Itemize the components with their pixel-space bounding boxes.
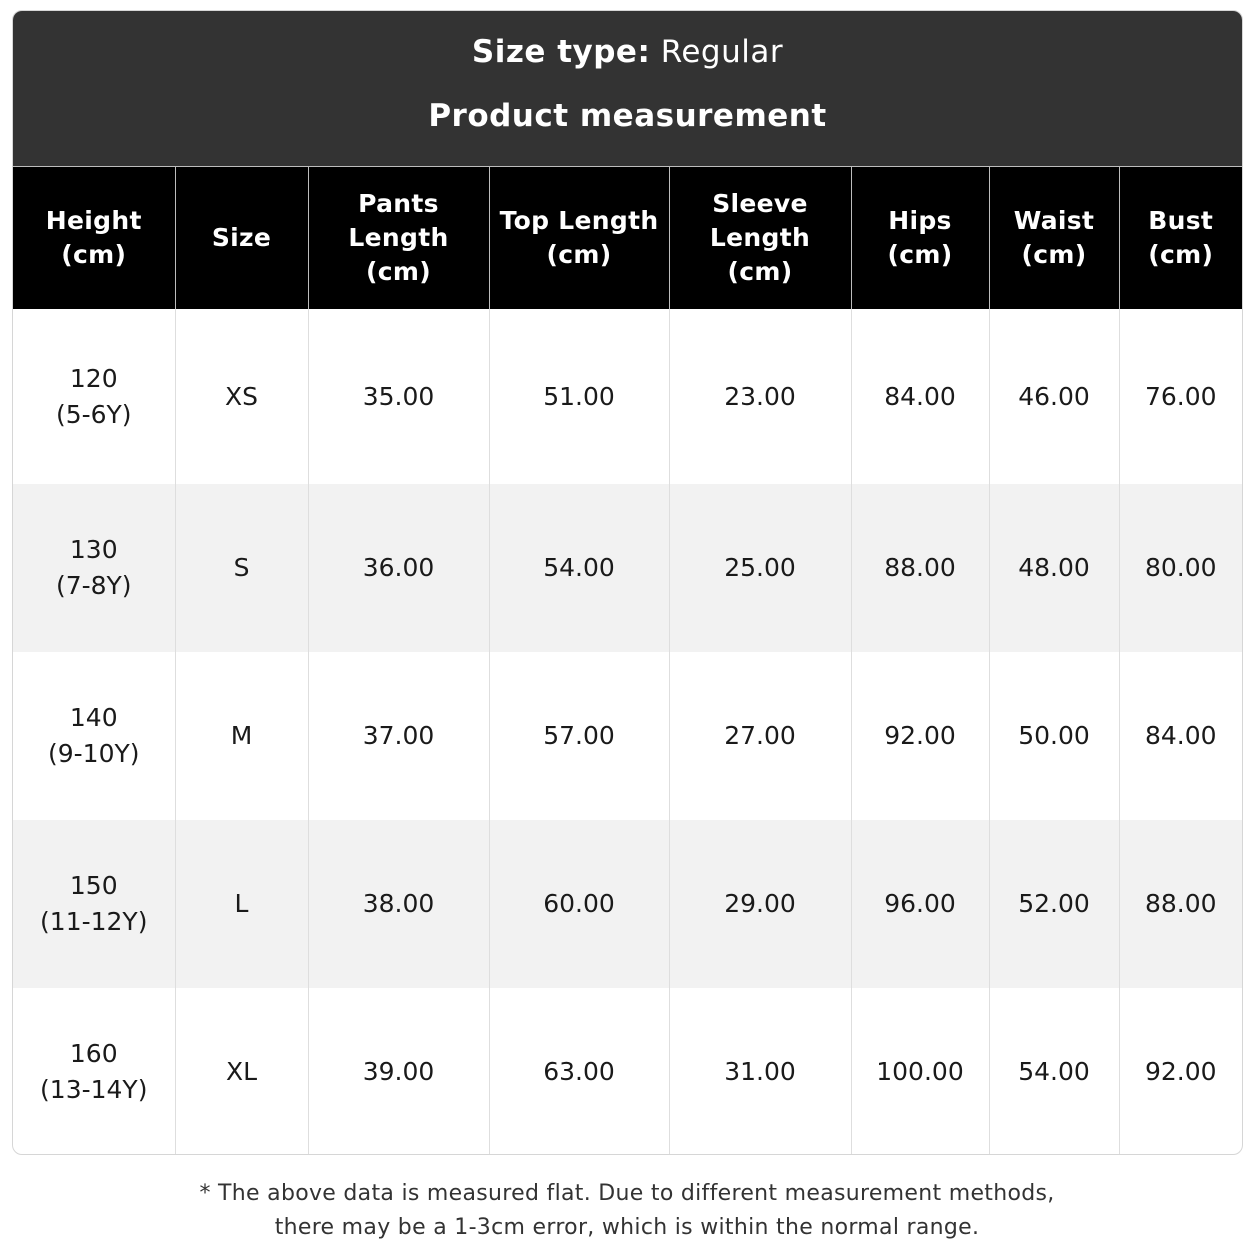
bust-cell: 92.00 [1119, 988, 1242, 1155]
top-length-cell: 60.00 [489, 820, 669, 988]
waist-cell: 50.00 [989, 652, 1119, 820]
column-header-pants-length: Pants Length (cm) [308, 167, 489, 310]
pants-length-cell: 39.00 [308, 988, 489, 1155]
waist-cell: 48.00 [989, 484, 1119, 652]
measurement-footnote [0, 1177, 1254, 1245]
table-head [13, 167, 1242, 310]
hips-cell: 88.00 [851, 484, 989, 652]
size-cell: M [175, 652, 308, 820]
top-length-cell: 63.00 [489, 988, 669, 1155]
sleeve-length-cell: 29.00 [669, 820, 851, 988]
footnote-line-2: there may be a 1-3cm error, which is within the normal range. [274, 1215, 980, 1240]
height-cell: 130 (7-8Y) [13, 484, 175, 652]
size-type-value: Regular [660, 34, 784, 70]
pants-length-cell: 36.00 [308, 484, 489, 652]
table-row [13, 652, 1242, 820]
column-header-bust: Bust (cm) [1119, 167, 1242, 310]
height-cell: 140 (9-10Y) [47, 703, 140, 768]
waist-cell: 46.00 [989, 309, 1119, 484]
footnote-line-1: * The above data is measured flat. Due to different measurement methods, [199, 1181, 1055, 1206]
top-length-cell: 51.00 [489, 309, 669, 484]
table-body [13, 309, 1242, 1155]
top-length-cell: 57.00 [489, 652, 669, 820]
hips-cell: 84.00 [851, 309, 989, 484]
size-type-line [13, 33, 1242, 71]
size-cell: XL [175, 988, 308, 1155]
height-cell: 160 (13-14Y) [40, 1039, 148, 1104]
sleeve-length-cell: 31.00 [669, 988, 851, 1155]
size-cell: L [175, 820, 308, 988]
column-header-waist: Waist (cm) [989, 167, 1119, 310]
column-header-height: Height (cm) [13, 167, 175, 310]
sleeve-length-cell: 27.00 [669, 652, 851, 820]
bust-cell: 80.00 [1119, 484, 1242, 652]
pants-length-cell: 35.00 [308, 309, 489, 484]
pants-length-cell: 37.00 [308, 652, 489, 820]
bust-cell: 84.00 [1119, 652, 1242, 820]
size-cell: S [175, 484, 308, 652]
header-row [13, 167, 1242, 310]
top-length-cell: 54.00 [489, 484, 669, 652]
hips-cell: 92.00 [851, 652, 989, 820]
column-header-top-length: Top Length (cm) [489, 167, 669, 310]
pants-length-cell: 38.00 [308, 820, 489, 988]
waist-cell: 54.00 [989, 988, 1119, 1155]
height-cell: 150 (11-12Y) [13, 820, 175, 988]
table-row [13, 820, 1242, 988]
column-header-hips: Hips (cm) [851, 167, 989, 310]
bust-cell: 88.00 [1119, 820, 1242, 988]
size-chart-card [12, 10, 1243, 1155]
bust-cell: 76.00 [1119, 309, 1242, 484]
size-cell: XS [175, 309, 308, 484]
sleeve-length-cell: 25.00 [669, 484, 851, 652]
table-row [13, 988, 1242, 1155]
product-measurement-title: Product measurement [428, 98, 827, 134]
table-row [13, 484, 1242, 652]
column-header-sleeve-length: Sleeve Length (cm) [669, 167, 851, 310]
height-cell: 120 (5-6Y) [55, 363, 132, 429]
hips-cell: 100.00 [851, 988, 989, 1155]
hips-cell: 96.00 [851, 820, 989, 988]
waist-cell: 52.00 [989, 820, 1119, 988]
size-table [13, 166, 1242, 1155]
sleeve-length-cell: 23.00 [669, 309, 851, 484]
column-header-size: Size [175, 167, 308, 310]
size-type-label: Size type: [471, 34, 651, 70]
table-row [13, 309, 1242, 484]
chart-header [13, 11, 1242, 166]
